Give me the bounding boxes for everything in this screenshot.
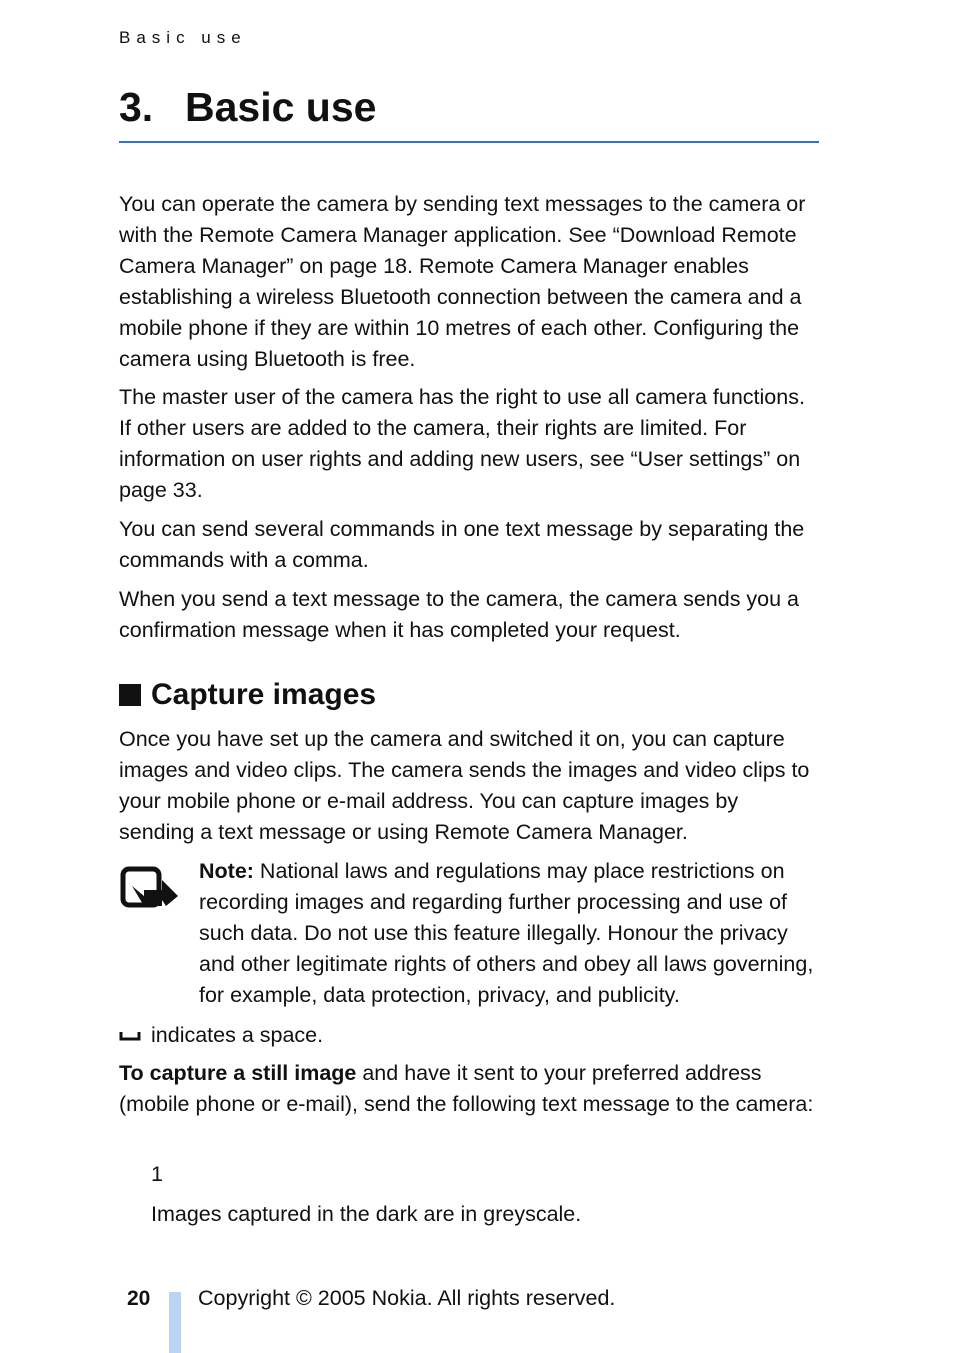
footer-bar bbox=[169, 1292, 181, 1353]
section-title: Capture images bbox=[151, 678, 377, 711]
chapter-title-text: Basic use bbox=[185, 84, 377, 130]
chapter-title bbox=[119, 84, 376, 131]
intro-paragraph-4: When you send a text message to the camera, the camera sends you a confirmation message when it has completed your request. bbox=[119, 587, 800, 642]
command-text: 1 bbox=[151, 1162, 163, 1186]
title-rule bbox=[119, 141, 819, 143]
copyright: Copyright © 2005 Nokia. All rights reserved. bbox=[198, 1286, 616, 1310]
square-bullet-icon bbox=[119, 684, 141, 706]
capture-instruction bbox=[119, 1058, 819, 1120]
capture-instruction-bold: To capture a still image bbox=[119, 1061, 357, 1085]
space-indicator-line bbox=[119, 1020, 323, 1051]
page-number: 20 bbox=[127, 1287, 151, 1310]
note-label: Note: bbox=[199, 859, 254, 883]
section-heading bbox=[119, 678, 376, 712]
note-text bbox=[199, 856, 819, 1011]
capture-instruction-rest: and have it sent to your preferred address (mobile phone or e-mail), send the following text message to the camera: bbox=[119, 1061, 814, 1116]
space-symbol-icon bbox=[119, 1030, 141, 1042]
running-header: Basic use bbox=[119, 28, 247, 47]
section-intro: Once you have set up the camera and switched it on, you can capture images and video clips. The camera sends the images and video clips to your mobile phone or e-mail address. You can capture images by sending a text message or using Remote Camera Manager. bbox=[119, 727, 810, 844]
chapter-number: 3. bbox=[119, 84, 154, 130]
intro-paragraph-3: You can send several commands in one text message by separating the commands with a comma. bbox=[119, 517, 805, 572]
note-icon bbox=[120, 866, 184, 910]
space-indicator-text: indicates a space. bbox=[151, 1023, 324, 1047]
greyscale-note: Images captured in the dark are in greyscale. bbox=[151, 1202, 582, 1226]
intro-paragraph-1: You can operate the camera by sending text messages to the camera or with the Remote Camera Manager application. See “Download Remote Camera Manager” on page 18. Remote Camera Manager enables establishing a wireless Bluetooth connection between the camera and a mobile phone if they are within 10 metres of each other. Configuring the camera using Bluetooth is free. bbox=[119, 192, 806, 371]
note-body: National laws and regulations may place restrictions on recording images and regarding further processing and use of such data. Do not use this feature illegally. Honour the privacy and other legitimate rights of others and obey all laws governing, for example, data protection, privacy, and publicity. bbox=[199, 859, 814, 1007]
intro-paragraph-2: The master user of the camera has the right to use all camera functions. If other users are added to the camera, their rights are limited. For information on user rights and adding new users, see “User settings” on page 33. bbox=[119, 385, 805, 502]
